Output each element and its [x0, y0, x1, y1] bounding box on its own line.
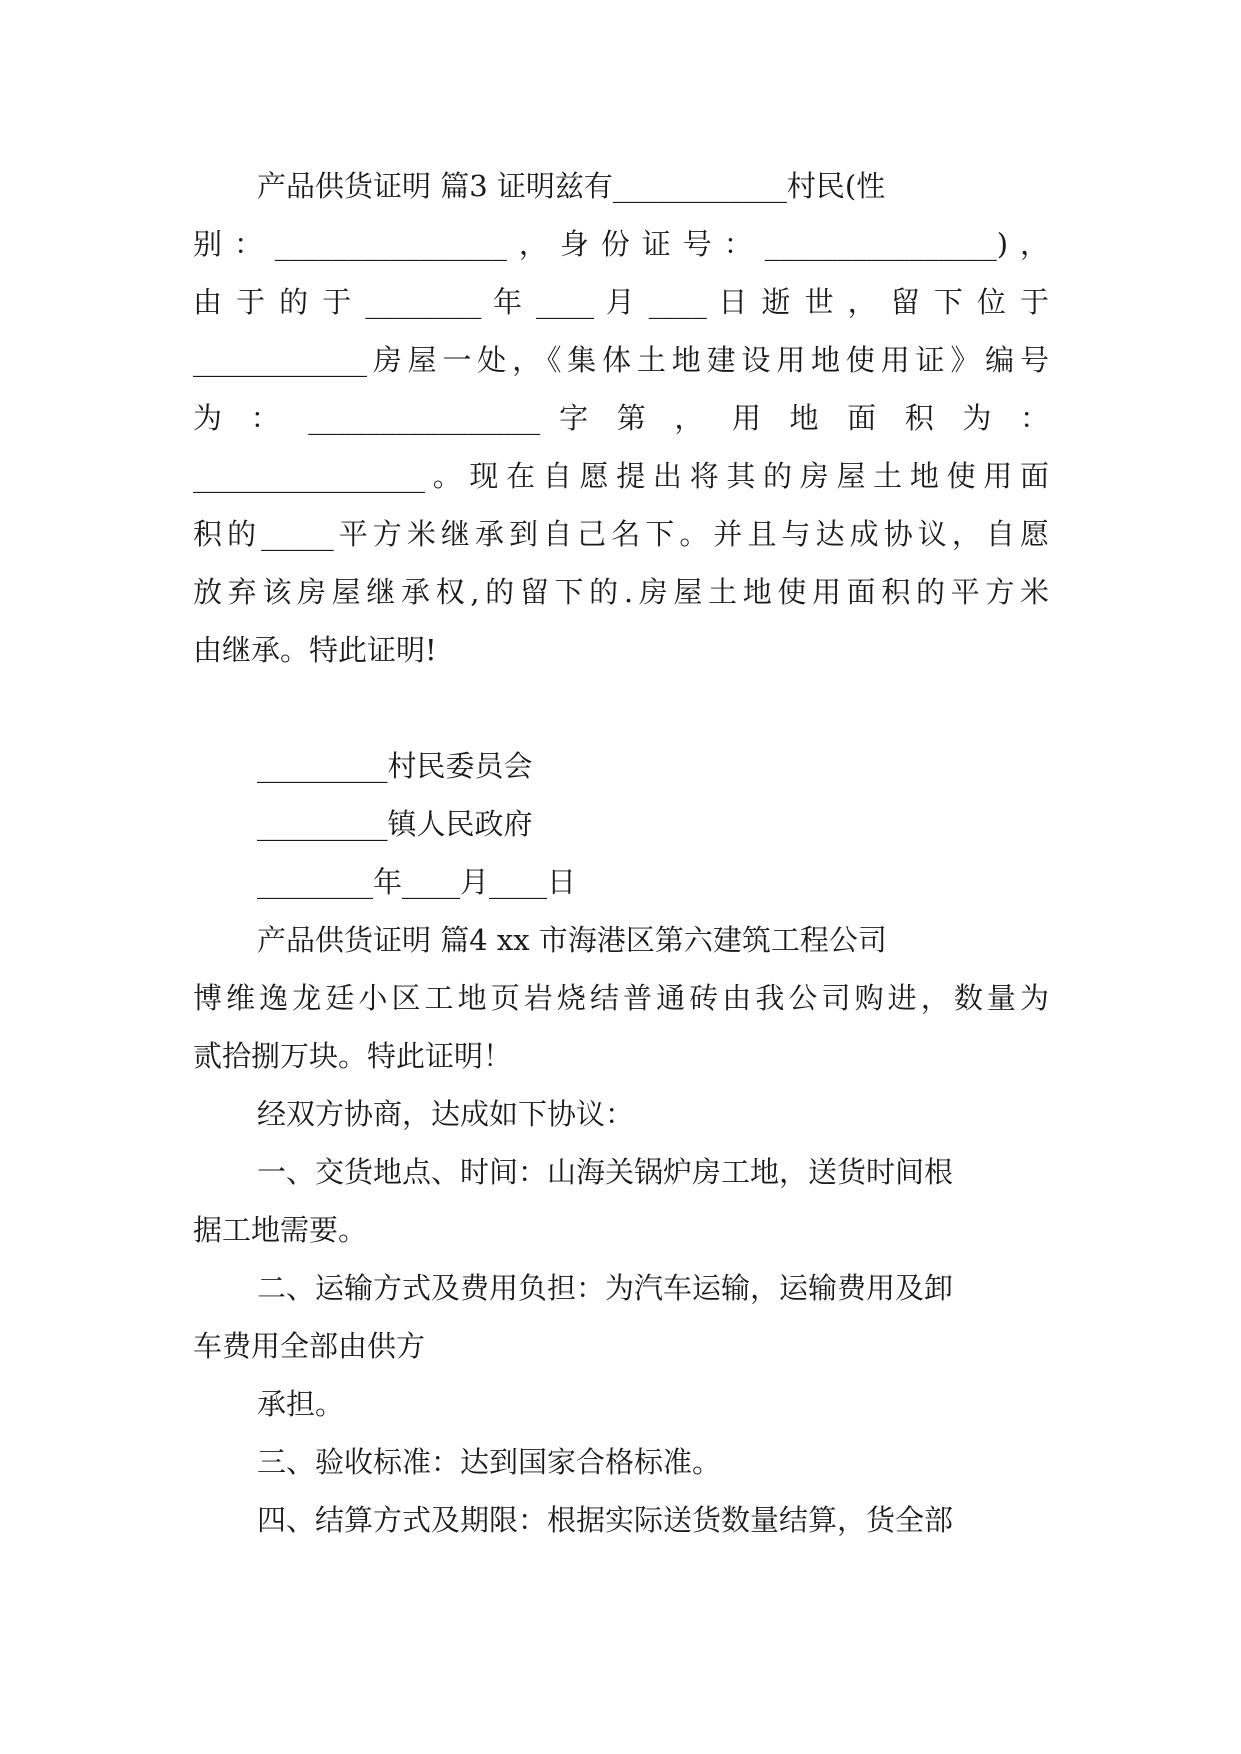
text-line: 经双方协商，达成如下协议：	[257, 1097, 635, 1131]
signature-line-village-committee: _________村民委员会	[257, 749, 533, 783]
text-line: 四、结算方式及期限：根据实际送货数量结算，货全部	[257, 1503, 954, 1537]
text-line: 产品供货证明 篇3 证明兹有____________村民(性	[257, 169, 886, 203]
text-line: 一、交货地点、时间：山海关锅炉房工地，送货时间根	[257, 1155, 954, 1189]
text-line: 承担。	[257, 1387, 345, 1421]
text-line: 三、验收标准：达到国家合格标准。	[257, 1445, 722, 1479]
text-line: 贰拾捌万块。特此证明！	[193, 1039, 513, 1073]
text-line: 放弃该房屋继承权,的留下的.房屋土地使用面积的平方米	[193, 575, 1049, 609]
date-line: ________年____月____日	[257, 865, 577, 899]
text-line: 博维逸龙廷小区工地页岩烧结普通砖由我公司购进，数量为	[193, 981, 1049, 1015]
section-heading-line: 产品供货证明 篇4 xx 市海港区第六建筑工程公司	[257, 923, 887, 957]
text-line: 车费用全部由供方	[193, 1329, 426, 1363]
text-line: 据工地需要。	[193, 1213, 368, 1247]
text-line: 别：________________，身份证号：________________)，	[193, 227, 1049, 261]
signature-line-town-government: _________镇人民政府	[257, 807, 533, 841]
text-line: 由继承。特此证明!	[193, 633, 437, 667]
text-line: 为 ： ________________ 字 第 ， 用 地 面 积 为 ：	[193, 401, 1049, 435]
text-line: ____________房屋一处，《集体土地建设用地使用证》编号	[193, 343, 1049, 377]
text-line: 由 于 的 于 ________ 年 ____ 月 ____ 日 逝 世 ， 留 下 位 于	[193, 285, 1049, 319]
text-line: ________________。现在自愿提出将其的房屋土地使用面	[193, 459, 1049, 493]
text-line: 二、运输方式及费用负担：为汽车运输，运输费用及卸	[257, 1271, 954, 1305]
text-line: 积的_____平方米继承到自己名下。并且与达成协议，自愿	[193, 517, 1049, 551]
